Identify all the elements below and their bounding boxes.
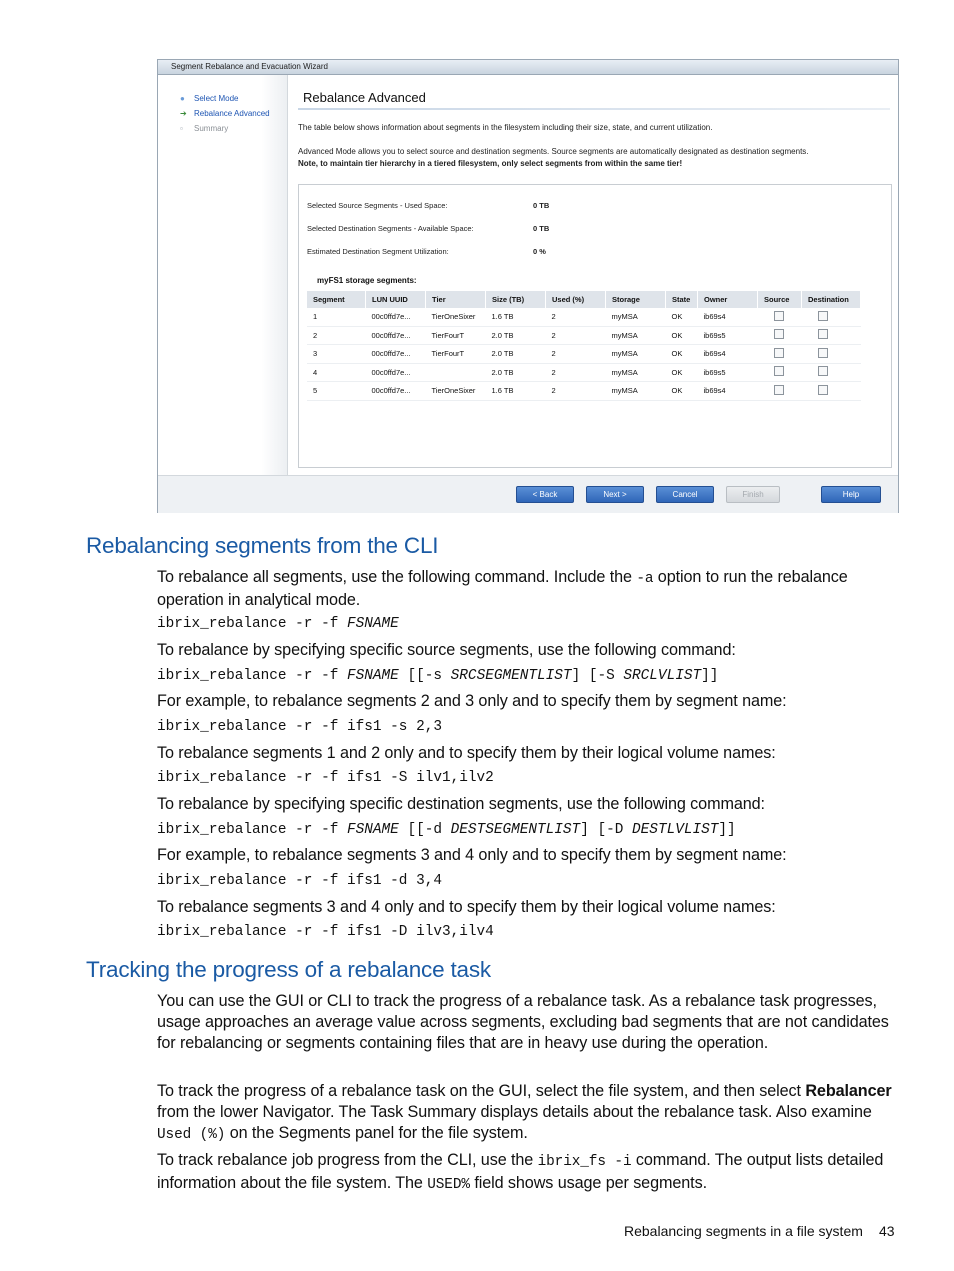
cell-used: 2 (546, 363, 606, 382)
cell-lun: 00c0ffd7e... (366, 308, 426, 326)
text: To rebalance all segments, use the following command. Include the (157, 568, 637, 586)
cell-destination (802, 345, 861, 364)
code-variable: FSNAME (347, 822, 399, 838)
stat-label: Estimated Destination Segment Utilization: (307, 247, 449, 256)
col-used[interactable]: Used (%) (546, 291, 606, 308)
cell-state: OK (666, 363, 698, 382)
code-variable: DESTSEGMENTLIST (450, 822, 581, 838)
square-icon: ▫ (180, 124, 183, 133)
paragraph (157, 567, 902, 611)
cell-used: 2 (546, 382, 606, 401)
source-checkbox[interactable] (774, 311, 784, 321)
segments-table (307, 291, 861, 401)
stat-label: Selected Destination Segments - Available Space: (307, 224, 474, 233)
code-text: [[-s (398, 668, 451, 684)
cell-owner: ib69s4 (698, 345, 758, 364)
destination-checkbox[interactable] (818, 329, 828, 339)
code-text: ibrix_rebalance -r -f (157, 822, 347, 838)
stat-value: 0 % (533, 247, 546, 256)
code-text: ] [-S (571, 668, 624, 684)
text: To track the progress of a rebalance task on the GUI, select the file system, and then select (157, 1082, 806, 1100)
cell-owner: ib69s4 (698, 382, 758, 401)
cell-size: 2.0 TB (486, 345, 546, 364)
stat-value: 0 TB (533, 201, 550, 210)
cell-lun: 00c0ffd7e... (366, 326, 426, 345)
step-label: Select Mode (194, 94, 239, 103)
col-segment[interactable]: Segment (307, 291, 366, 308)
arrow-right-icon: ➔ (180, 109, 187, 118)
cancel-button[interactable]: Cancel (656, 486, 714, 503)
heading-divider (298, 108, 890, 110)
back-button[interactable]: < Back (516, 486, 574, 503)
source-checkbox[interactable] (774, 348, 784, 358)
inline-code: Used (%) (157, 1127, 226, 1143)
table-caption: myFS1 storage segments: (317, 276, 417, 285)
paragraph: For example, to rebalance segments 2 and 3 only and to specify them by segment name: (157, 692, 787, 710)
next-button[interactable]: Next > (586, 486, 644, 503)
stat-label: Selected Source Segments - Used Space: (307, 201, 448, 210)
cell-lun: 00c0ffd7e... (366, 363, 426, 382)
step-select-mode[interactable] (180, 94, 238, 103)
destination-checkbox[interactable] (818, 366, 828, 376)
cell-tier: TierFourT (426, 345, 486, 364)
paragraph: To rebalance segments 1 and 2 only and to specify them by their logical volume names: (157, 744, 776, 762)
cell-storage: myMSA (606, 345, 666, 364)
destination-checkbox[interactable] (818, 348, 828, 358)
table-row (307, 345, 861, 364)
cell-source (758, 345, 802, 364)
table-row (307, 382, 861, 401)
wizard-advanced-text: Advanced Mode allows you to select source and destination segments. Source segments are automatically designated as destination segments. (298, 147, 809, 156)
cell-used: 2 (546, 308, 606, 326)
cell-tier (426, 363, 486, 382)
step-summary (180, 124, 228, 133)
wizard-heading: Rebalance Advanced (303, 90, 426, 105)
cell-state: OK (666, 326, 698, 345)
source-checkbox[interactable] (774, 366, 784, 376)
text: field shows usage per segments. (469, 1174, 707, 1192)
inline-code: USED% (427, 1177, 470, 1193)
table-row (307, 326, 861, 345)
cell-storage: myMSA (606, 326, 666, 345)
code-text: ibrix_rebalance -r -f (157, 668, 347, 684)
code-text: [[-d (398, 822, 451, 838)
wizard-screenshot (157, 59, 899, 513)
inline-code: ibrix_fs -i (537, 1154, 632, 1170)
table-row (307, 308, 861, 326)
paragraph: To rebalance by specifying specific source segments, use the following command: (157, 641, 736, 659)
step-label: Rebalance Advanced (194, 109, 270, 118)
cell-segment: 4 (307, 363, 366, 382)
cell-tier: TierFourT (426, 326, 486, 345)
col-size[interactable]: Size (TB) (486, 291, 546, 308)
code-command (157, 822, 736, 838)
cell-owner: ib69s4 (698, 308, 758, 326)
cell-source (758, 363, 802, 382)
footer-title: Rebalancing segments in a file system (624, 1223, 863, 1239)
cell-state: OK (666, 345, 698, 364)
code-command: ibrix_rebalance -r -f ifs1 -D ilv3,ilv4 (157, 924, 494, 940)
stat-destination-utilization (307, 247, 546, 256)
table-header-row (307, 291, 861, 308)
paragraph: To rebalance by specifying specific destination segments, use the following command: (157, 795, 765, 813)
stat-value: 0 TB (533, 224, 550, 233)
code-text: ]] (718, 822, 736, 838)
finish-button: Finish (726, 486, 780, 503)
code-command: ibrix_rebalance -r -f ifs1 -s 2,3 (157, 719, 442, 735)
text: from the lower Navigator. The Task Summary displays details about the rebalance task. Also examine (157, 1103, 872, 1121)
cell-segment: 3 (307, 345, 366, 364)
cell-owner: ib69s5 (698, 363, 758, 382)
section-heading-cli: Rebalancing segments from the CLI (86, 533, 439, 558)
bold-term: Rebalancer (805, 1082, 892, 1100)
bullet-icon: ● (180, 94, 185, 103)
text: command. The output lists detailed information about the file system. The (157, 1151, 884, 1192)
cell-size: 1.6 TB (486, 382, 546, 401)
stat-destination-available (307, 224, 550, 233)
section-heading-tracking: Tracking the progress of a rebalance task (86, 957, 491, 982)
destination-checkbox[interactable] (818, 385, 828, 395)
code-text: ibrix_rebalance -r -f (157, 616, 347, 632)
source-checkbox[interactable] (774, 385, 784, 395)
cell-owner: ib69s5 (698, 326, 758, 345)
col-owner[interactable]: Owner (698, 291, 758, 308)
paragraph: You can use the GUI or CLI to track the progress of a rebalance task. As a rebalance task progresses, usage approaches an average value across segments, excluding bad segments that are not candidates for rebalancing or segments containing files that are in heavy use during the operation. (157, 992, 889, 1052)
source-checkbox[interactable] (774, 329, 784, 339)
cell-used: 2 (546, 345, 606, 364)
code-command: ibrix_rebalance -r -f ifs1 -d 3,4 (157, 873, 442, 889)
cell-source (758, 326, 802, 345)
col-tier[interactable]: Tier (426, 291, 486, 308)
table-row (307, 363, 861, 382)
cell-destination (802, 363, 861, 382)
cell-storage: myMSA (606, 363, 666, 382)
code-command (157, 616, 399, 632)
cell-used: 2 (546, 326, 606, 345)
col-destination[interactable]: Destination (802, 291, 861, 308)
col-storage[interactable]: Storage (606, 291, 666, 308)
wizard-steps-sidebar (158, 75, 288, 475)
code-command: ibrix_rebalance -r -f ifs1 -S ilv1,ilv2 (157, 770, 494, 786)
cell-lun: 00c0ffd7e... (366, 382, 426, 401)
page-number: 43 (879, 1223, 895, 1239)
col-state[interactable]: State (666, 291, 698, 308)
cell-storage: myMSA (606, 308, 666, 326)
paragraph (157, 1081, 902, 1146)
step-label: Summary (194, 124, 229, 133)
cell-destination (802, 326, 861, 345)
col-source[interactable]: Source (758, 291, 802, 308)
help-button[interactable]: Help (821, 486, 881, 503)
col-lun-uuid[interactable]: LUN UUID (366, 291, 426, 308)
code-variable: FSNAME (347, 668, 399, 684)
text: To track rebalance job progress from the CLI, use the (157, 1151, 538, 1169)
cell-state: OK (666, 308, 698, 326)
cell-tier: TierOneSixer (426, 382, 486, 401)
destination-checkbox[interactable] (818, 311, 828, 321)
paragraph: To rebalance segments 3 and 4 only and to specify them by their logical volume names: (157, 898, 776, 916)
cell-source (758, 382, 802, 401)
step-rebalance-advanced[interactable] (180, 109, 270, 118)
cell-source (758, 308, 802, 326)
code-variable: DESTLVLIST (632, 822, 719, 838)
cell-segment: 2 (307, 326, 366, 345)
cell-tier: TierOneSixer (426, 308, 486, 326)
cell-state: OK (666, 382, 698, 401)
text: on the Segments panel for the file system. (225, 1124, 528, 1142)
cell-segment: 1 (307, 308, 366, 326)
wizard-intro: The table below shows information about segments in the filesystem including their size, state, and current utilization. (298, 123, 713, 132)
wizard-advanced-note: Note, to maintain tier hierarchy in a tiered filesystem, only select segments from within the same tier! (298, 159, 683, 168)
code-text: ] [-D (580, 822, 633, 838)
paragraph: For example, to rebalance segments 3 and 4 only and to specify them by segment name: (157, 846, 787, 864)
cell-size: 1.6 TB (486, 308, 546, 326)
code-command (157, 668, 718, 684)
cell-destination (802, 308, 861, 326)
paragraph (157, 1150, 902, 1196)
cell-size: 2.0 TB (486, 363, 546, 382)
cell-size: 2.0 TB (486, 326, 546, 345)
inline-code: -a (636, 571, 654, 587)
stat-source-used (307, 201, 550, 210)
wizard-title: Segment Rebalance and Evacuation Wizard (158, 60, 898, 75)
wizard-footer (158, 475, 898, 513)
cell-destination (802, 382, 861, 401)
cell-storage: myMSA (606, 382, 666, 401)
code-text: ]] (701, 668, 719, 684)
cell-segment: 5 (307, 382, 366, 401)
code-variable: FSNAME (347, 616, 399, 632)
cell-lun: 00c0ffd7e... (366, 345, 426, 364)
segments-panel (298, 184, 892, 468)
text: option to run the rebalance operation in analytical mode. (157, 568, 848, 609)
code-variable: SRCLVLIST (623, 668, 702, 684)
code-variable: SRCSEGMENTLIST (450, 668, 572, 684)
